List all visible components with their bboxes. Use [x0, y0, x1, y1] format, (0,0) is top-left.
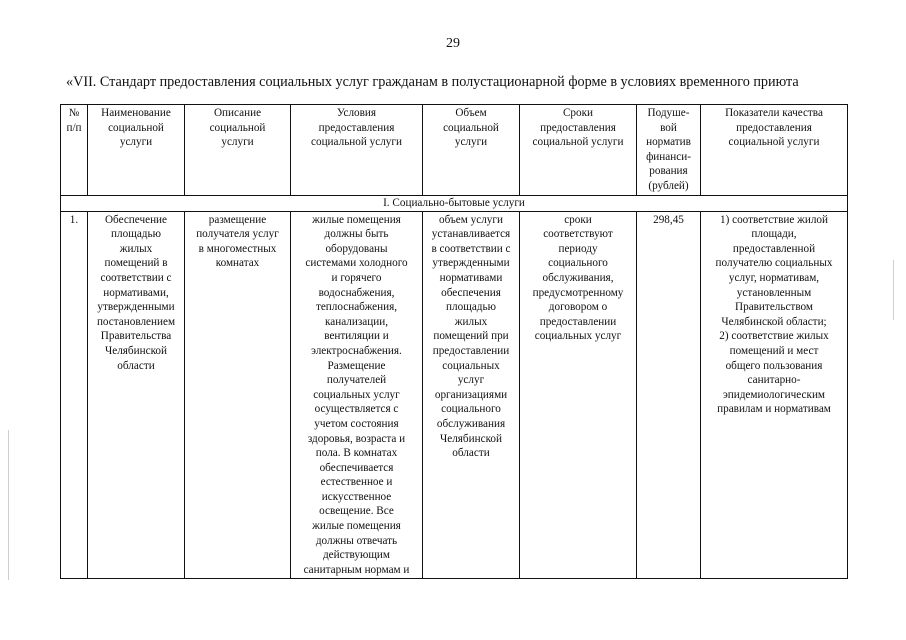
- scan-artifact: [8, 430, 9, 580]
- header-number: № п/п: [61, 105, 88, 196]
- table-row: [61, 211, 848, 579]
- header-volume: Объем социальной услуги: [423, 105, 520, 196]
- table-section-row: [61, 196, 848, 212]
- cell-service-description: размещение получателя услуг в многоместных комнатах: [185, 211, 291, 579]
- header-service-name: Наименование социальной услуги: [88, 105, 185, 196]
- header-per-capita-norm: Подуше- вой норматив финанси- рования (рублей): [637, 105, 701, 196]
- cell-terms: сроки соответствуют периоду социального обслуживания, предусмотренному договором о предоставлении социальных услуг: [520, 211, 637, 579]
- scan-artifact: [893, 260, 894, 320]
- header-terms: Сроки предоставления социальной услуги: [520, 105, 637, 196]
- cell-per-capita-norm: 298,45: [637, 211, 701, 579]
- cell-number: 1.: [61, 211, 88, 579]
- services-table: [60, 104, 848, 579]
- cell-quality-indicators: 1) соответствие жилой площади, предоставленной получателю социальных услуг, нормативам, установленным Правительством Челябинской области; 2) соответствие жилых помещений и мест общего пользования санитарно- эпидемиологическим правилам и нормативам: [701, 211, 848, 579]
- table-header-row: [61, 105, 848, 196]
- cell-conditions: жилые помещения должны быть оборудованы системами холодного и горячего водоснабжения, теплоснабжения, канализации, вентиляции и электроснабжения. Размещение получателей социальных услуг осуществляется с учетом состояния здоровья, возраста и пола. В комнатах обеспечивается естественное и искусственное освещение. Все жилые помещения должны отвечать действующим санитарным нормам и: [291, 211, 423, 579]
- page-number: 29: [446, 36, 460, 51]
- cell-service-name: Обеспечение площадью жилых помещений в соответствии с нормативами, утвержденными постановлением Правительства Челябинской области: [88, 211, 185, 579]
- header-conditions: Условия предоставления социальной услуги: [291, 105, 423, 196]
- section-title: I. Социально-бытовые услуги: [61, 196, 848, 212]
- section-heading: «VII. Стандарт предоставления социальных услуг гражданам в полустационарной форме в условиях временного приюта: [66, 74, 799, 90]
- header-quality-indicators: Показатели качества предоставления социальной услуги: [701, 105, 848, 196]
- header-service-description: Описание социальной услуги: [185, 105, 291, 196]
- cell-volume: объем услуги устанавливается в соответствии с утвержденными нормативами обеспечения площадью жилых помещений при предоставлении социальных услуг организациями социального обслуживания Челябинской области: [423, 211, 520, 579]
